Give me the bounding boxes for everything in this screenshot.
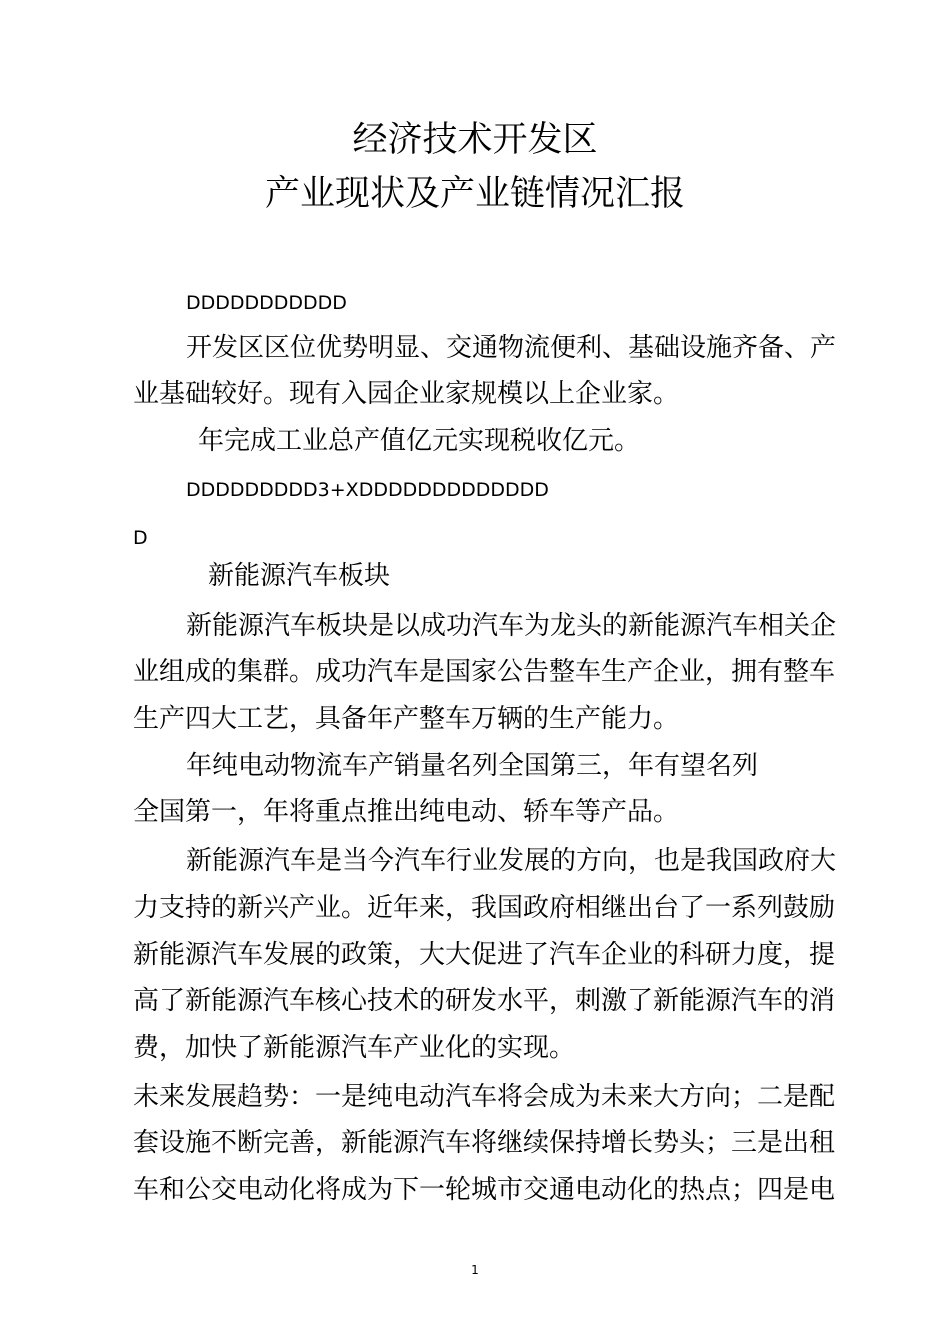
garbled-text-line: DDDDDDDDD3+XDDDDDDDDDDDDD — [186, 479, 549, 501]
paragraph-line: 年完成工业总产值亿元实现税收亿元。 — [198, 426, 641, 456]
paragraph-line: 高了新能源汽车核心技术的研发水平，刺激了新能源汽车的消 — [133, 986, 836, 1016]
document-title-line-2: 产业现状及产业链情况汇报 — [264, 174, 685, 214]
paragraph-line: 车和公交电动化将成为下一轮城市交通电动化的热点；四是电 — [133, 1175, 836, 1205]
paragraph-line: 未来发展趋势：一是纯电动汽车将会成为未来大方向；二是配 — [133, 1082, 836, 1112]
paragraph-line: 生产四大工艺，具备年产整车万辆的生产能力。 — [133, 704, 680, 734]
garbled-text-line: D — [133, 527, 148, 549]
document-title-line-1: 经济技术开发区 — [352, 120, 598, 160]
garbled-text-line: DDDDDDDDDDD — [186, 292, 347, 314]
paragraph-line: 业组成的集群。成功汽车是国家公告整车生产企业，拥有整车 — [133, 657, 836, 687]
page-number: 1 — [471, 1263, 479, 1277]
paragraph-line: 费，加快了新能源汽车产业化的实现。 — [133, 1033, 576, 1063]
paragraph-line: 套设施不断完善，新能源汽车将继续保持增长势头；三是出租 — [133, 1128, 836, 1158]
paragraph-line: 力支持的新兴产业。近年来，我国政府相继出台了一系列鼓励 — [133, 893, 836, 923]
paragraph-line: 新能源汽车板块是以成功汽车为龙头的新能源汽车相关企 — [186, 611, 837, 641]
paragraph-line: 新能源汽车发展的政策，大大促进了汽车企业的科研力度，提 — [133, 940, 836, 970]
paragraph-line: 年纯电动物流车产销量名列全国第三，年有望名列 — [186, 751, 759, 781]
section-heading: 新能源汽车板块 — [208, 561, 391, 591]
paragraph-line: 开发区区位优势明显、交通物流便利、基础设施齐备、产 — [186, 333, 837, 363]
paragraph-line: 新能源汽车是当今汽车行业发展的方向，也是我国政府大 — [186, 846, 837, 876]
paragraph-line: 业基础较好。现有入园企业家规模以上企业家。 — [133, 379, 680, 409]
paragraph-line: 全国第一，年将重点推出纯电动、轿车等产品。 — [133, 797, 680, 827]
